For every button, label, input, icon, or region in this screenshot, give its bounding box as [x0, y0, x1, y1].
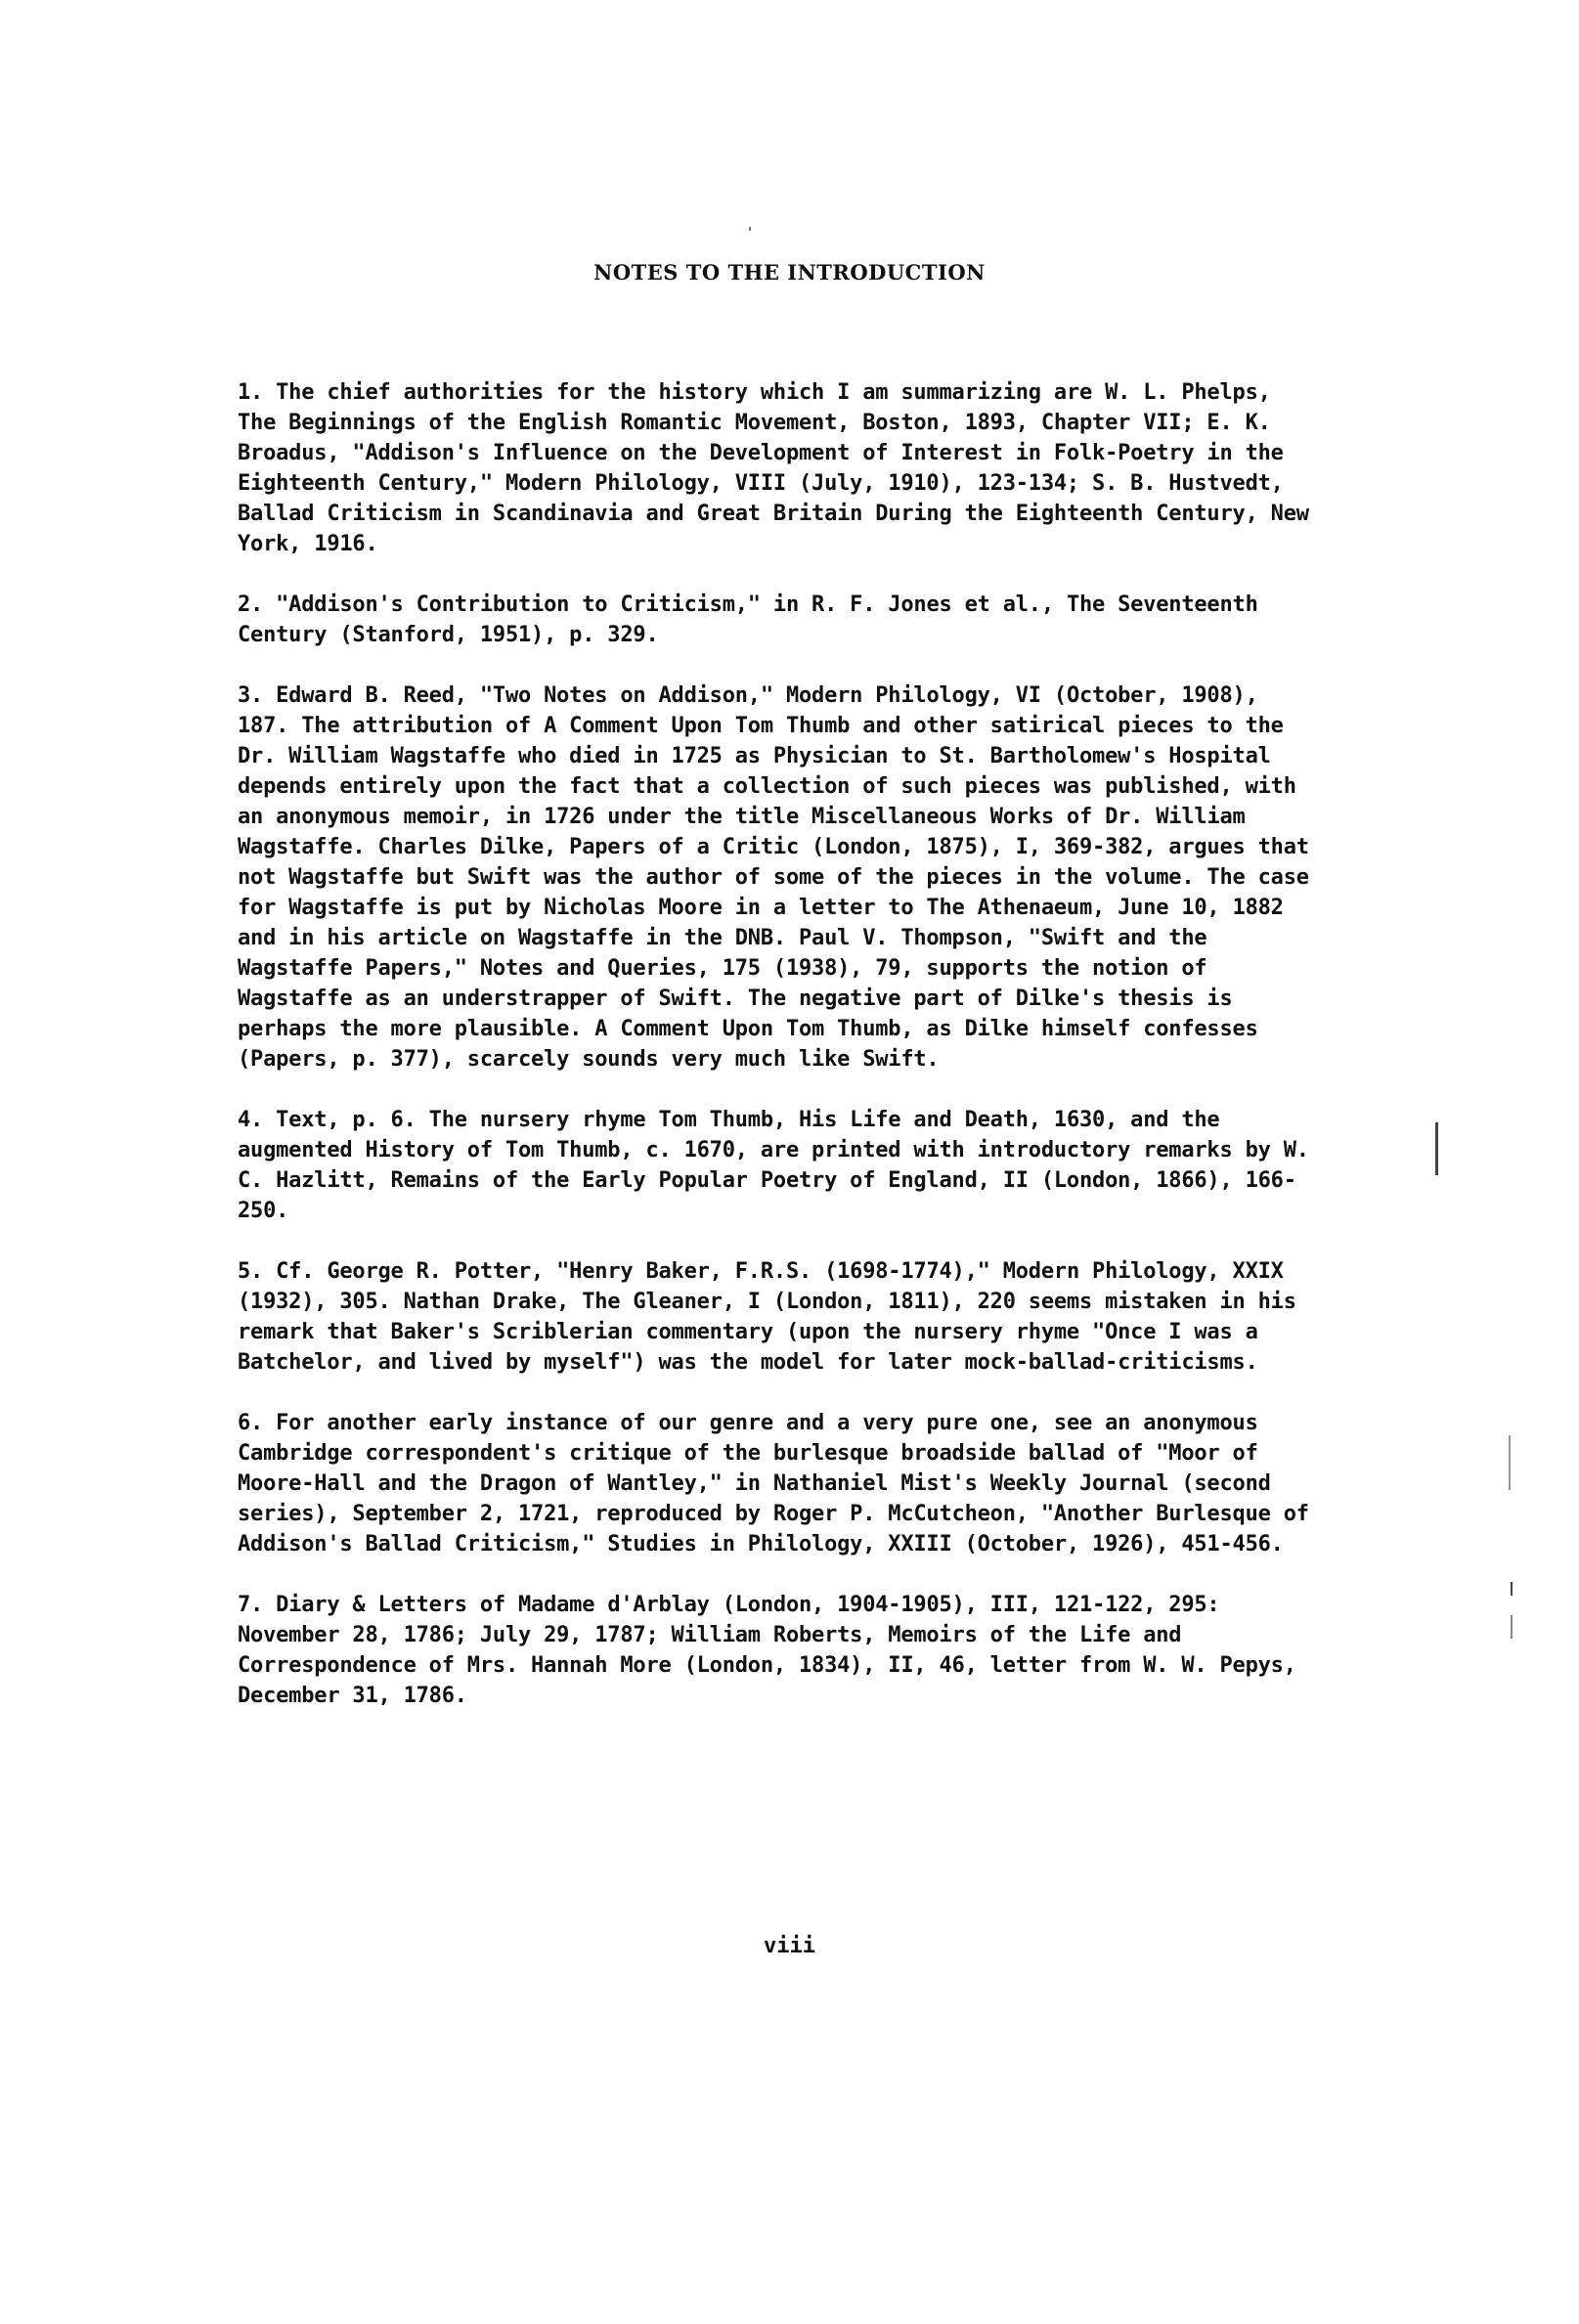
note-text: Text, p. 6. The nursery rhyme Tom Thumb, His Life and Death, 1630, and the augmented History of Tom Thumb, c. 1670, are printed with introductory remarks by W. C. Hazlitt, Remains of the Early Popular Poetry of England, II (London, 1866), 166-250.	[238, 1108, 1309, 1223]
note-2	[238, 590, 1313, 650]
note-3	[238, 680, 1313, 1074]
margin-mark	[1511, 1615, 1513, 1639]
note-5	[238, 1256, 1313, 1378]
note-text: Cf. George R. Potter, "Henry Baker, F.R.S. (1698-1774)," Modern Philology, XXIX (1932), 305. Nathan Drake, The Gleaner, I (London, 1811), 220 seems mistaken in his remark that Baker's Scriblerian commentary (upon the nursery rhyme "Once I was a Batchelor, and lived by myself") was the model for later mock-ballad-criticisms.	[238, 1259, 1296, 1375]
note-4	[238, 1105, 1313, 1226]
note-text: "Addison's Contribution to Criticism," in R. F. Jones et al., The Seventeenth Century (Stanford, 1951), p. 329.	[238, 592, 1258, 647]
note-1	[238, 377, 1313, 559]
page-title: NOTES TO THE INTRODUCTION	[593, 260, 986, 285]
notes-list	[238, 377, 1313, 1741]
note-number: 4.	[238, 1108, 264, 1132]
page-number: viii	[764, 1934, 815, 1958]
note-text: Edward B. Reed, "Two Notes on Addison," Modern Philology, VI (October, 1908), 187. The attribution of A Comment Upon Tom Thumb and other satirical pieces to the Dr. William Wagstaffe who died in 1725 as Physician to St. Bartholomew's Hospital depends entirely upon the fact that a collection of such pieces was published, with an anonymous memoir, in 1726 under the title Miscellaneous Works of Dr. William Wagstaffe. Charles Dilke, Papers of a Critic (London, 1875), I, 369-382, argues that not Wagstaffe but Swift was the author of some of the pieces in the volume. The case for Wagstaffe is put by Nicholas Moore in a letter to The Athenaeum, June 10, 1882 and in his article on Wagstaffe in the DNB. Paul V. Thompson, "Swift and the Wagstaffe Papers," Notes and Queries, 175 (1938), 79, supports the notion of Wagstaffe as an understrapper of Swift. The negative part of Dilke's thesis is perhaps the more plausible. A Comment Upon Tom Thumb, as Dilke himself confesses (Papers, p. 377), scarcely sounds very much like Swift.	[238, 683, 1309, 1072]
note-number: 6.	[238, 1411, 264, 1435]
note-number: 3.	[238, 683, 264, 708]
margin-mark	[1435, 1122, 1438, 1175]
note-text: The chief authorities for the history which I am summarizing are W. L. Phelps, The Beginnings of the English Romantic Movement, Boston, 1893, Chapter VII; E. K. Broadus, "Addison's Influence on the Development of Interest in Folk-Poetry in the Eighteenth Century," Modern Philology, VIII (July, 1910), 123-134; S. B. Hustvedt, Ballad Criticism in Scandinavia and Great Britain During the Eighteenth Century, New York, 1916.	[238, 380, 1309, 556]
margin-mark	[1509, 1435, 1511, 1490]
note-7	[238, 1590, 1313, 1711]
margin-mark	[1511, 1582, 1513, 1596]
note-text: Diary & Letters of Madame d'Arblay (London, 1904-1905), III, 121-122, 295: November 28, 1786; July 29, 1787; William Roberts, Memoirs of the Life and Correspondence of Mrs. Hannah More (London, 1834), II, 46, letter from W. W. Pepys, December 31, 1786.	[238, 1593, 1296, 1708]
note-6	[238, 1408, 1313, 1559]
note-number: 5.	[238, 1259, 264, 1284]
margin-mark	[749, 227, 751, 231]
note-text: For another early instance of our genre and a very pure one, see an anonymous Cambridge correspondent's critique of the burlesque broadside ballad of "Moor of Moore-Hall and the Dragon of Wantley," in Nathaniel Mist's Weekly Journal (second series), September 2, 1721, reproduced by Roger P. McCutcheon, "Another Burlesque of Addison's Ballad Criticism," Studies in Philology, XXIII (October, 1926), 451-456.	[238, 1411, 1309, 1557]
note-number: 7.	[238, 1593, 264, 1617]
note-number: 2.	[238, 592, 264, 617]
note-number: 1.	[238, 380, 264, 405]
